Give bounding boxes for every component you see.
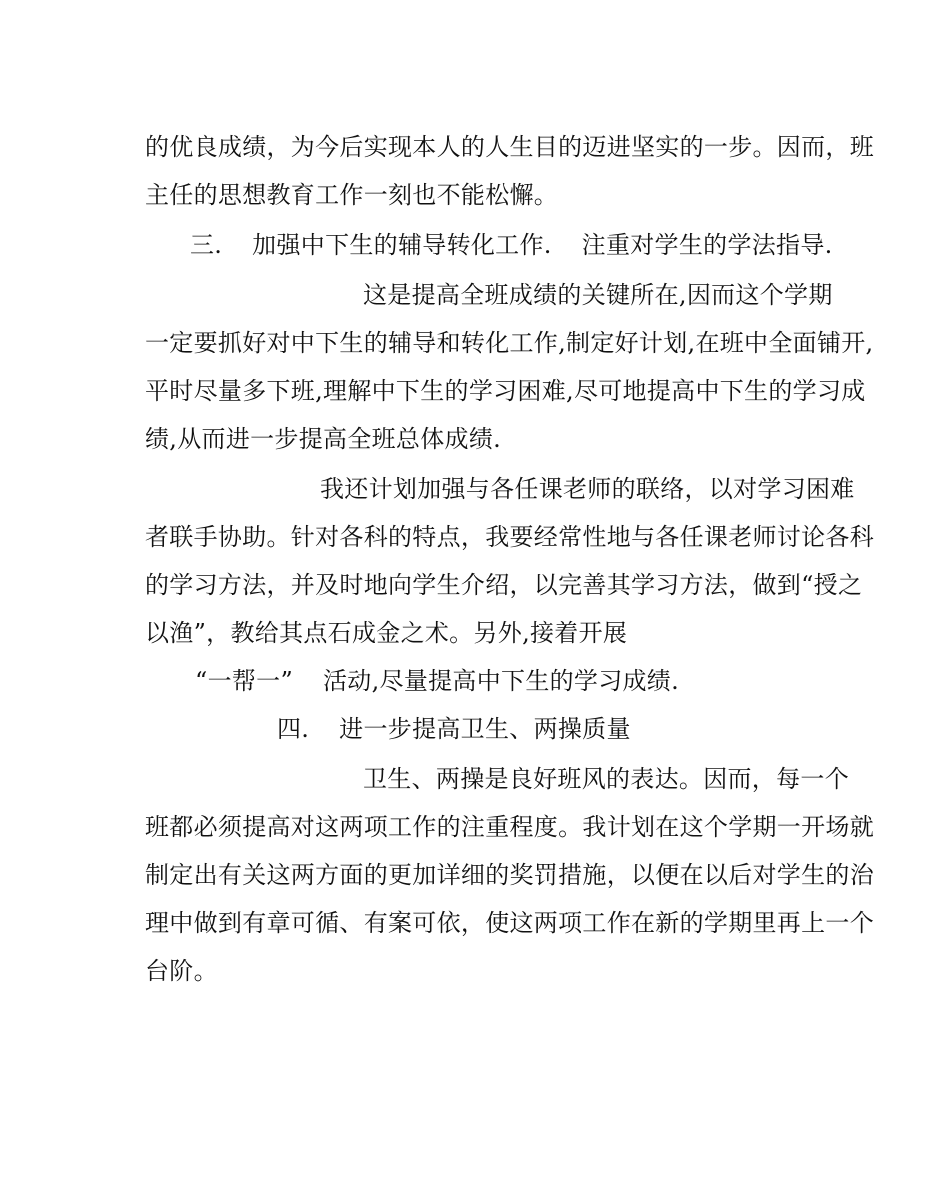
paragraph-line [145,376,866,406]
section-heading-3 [190,230,833,260]
line-text: 班都必须提高对这两项工作的注重程度。我计划在这个学期一开场就 [145,813,874,841]
paragraph-line [145,812,874,842]
paragraph-line [145,618,627,648]
section-title: 加强中下生的辅导转化工作. [252,231,552,259]
line-text: 活动,尽量提高中下生的学习成绩. [322,667,680,695]
line-text: 一定要抓好对中下生的辅导和转化工作,制定好计划,在班中全面铺开, [145,329,874,357]
line-text: 我还计划加强与各任课老师的联络，以对学习困难 [320,475,855,503]
line-text: 台阶。 [145,957,218,985]
paragraph-line [145,908,874,938]
quoted-term: “一帮一” [195,667,294,695]
paragraph-line [145,424,501,454]
section-title: 进一步提高卫生、两操质量 [339,715,631,743]
paragraph-line [145,570,862,600]
section-subtitle: 注重对学生的学法指导. [581,231,833,259]
line-text: 主任的思想教育工作一刻也不能松懈。 [145,181,559,209]
paragraph-line [145,132,874,162]
paragraph-line [195,666,679,696]
line-text: 平时尽量多下班,理解中下生的学习困难,尽可地提高中下生的学习成 [145,377,866,405]
paragraph-line [320,474,855,504]
section-number: 四. [277,715,310,743]
paragraph-line [145,956,218,986]
section-heading-4 [277,714,631,744]
paragraph-line [145,328,873,358]
paragraph-line [145,522,874,552]
line-text: 理中做到有章可循、有案可依，使这两项工作在新的学期里再上一个 [145,909,874,937]
line-text: 的学习方法，并及时地向学生介绍，以完善其学习方法，做到“授之 [145,571,863,599]
line-text: 卫生、两操是良好班风的表达。因而，每一个 [363,765,849,793]
section-number: 三. [190,231,223,259]
paragraph-line [363,280,833,310]
line-text: 这是提高全班成绩的关键所在,因而这个学期 [363,281,833,309]
line-text: 制定出有关这两方面的更加详细的奖罚措施，以便在以后对学生的治 [145,861,874,889]
line-text: 绩,从而进一步提高全班总体成绩. [145,425,502,453]
line-text: 以渔”，教给其点石成金之术。另外,接着开展 [145,619,628,647]
line-text: 者联手协助。针对各科的特点，我要经常性地与各任课老师讨论各科 [145,523,874,551]
paragraph-line [145,860,874,890]
line-text: 的优良成绩，为今后实现本人的人生目的迈进坚实的一步。因而，班 [145,133,874,161]
paragraph-line [145,180,558,210]
paragraph-line [363,764,849,794]
